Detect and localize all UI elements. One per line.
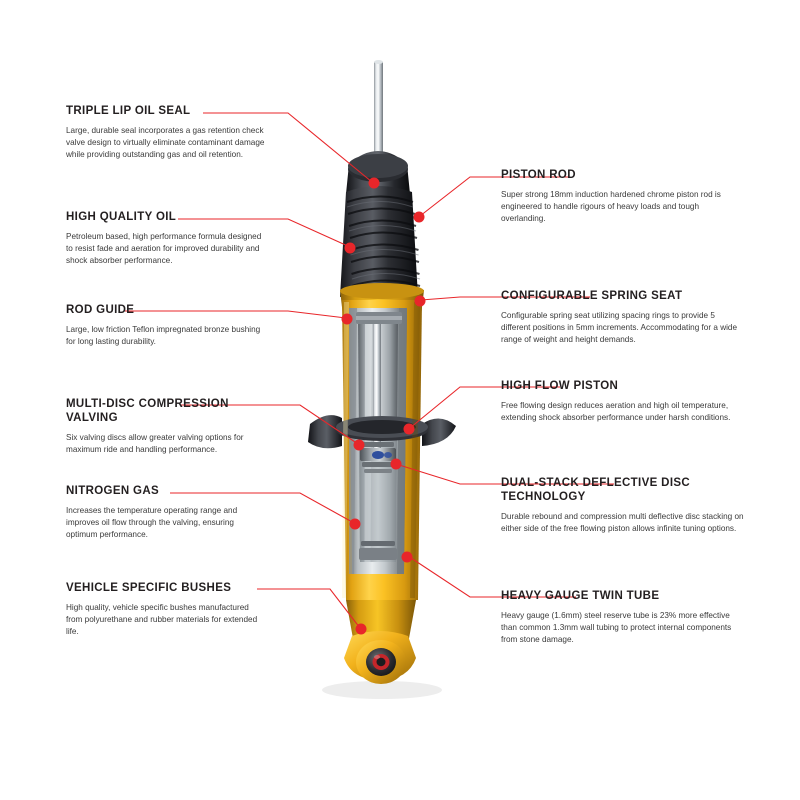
callout-title: NITROGEN GAS — [66, 485, 160, 497]
callout-body: High quality, vehicle specific bushes manufactured from polyurethane and rubber materials for extended life. — [66, 603, 258, 637]
callout-body: Increases the temperature operating range and improves oil flow through the valving, ensuring optimum performance. — [66, 506, 238, 540]
callout-nitrogen-gas — [66, 484, 266, 542]
callout-title: MULTI-DISC COMPRESSION VALVING — [66, 398, 229, 424]
dot-high-flow-piston — [404, 424, 415, 435]
callout-body: Petroleum based, high performance formula designed to resist fade and aeration for improved durability and shock absorber performance. — [66, 232, 262, 266]
callout-heavy-gauge-twin-tube — [501, 589, 744, 647]
callout-multi-disc-compression-valving — [66, 397, 266, 456]
dot-high-quality-oil — [345, 243, 356, 254]
callout-title: HIGH QUALITY OIL — [66, 211, 177, 223]
callout-configurable-spring-seat — [501, 289, 744, 347]
callout-body: Super strong 18mm induction hardened chrome piston rod is engineered to handle rigours of heavy loads and tough overlanding. — [501, 190, 721, 224]
dot-dual-stack — [391, 459, 402, 470]
callout-title: TRIPLE LIP OIL SEAL — [66, 105, 191, 117]
callout-body: Configurable spring seat utilizing spacing rings to provide 5 different positions in 5mm increments. Accommodating for a wide range of weight and height demands. — [501, 311, 738, 345]
callout-high-quality-oil — [66, 210, 266, 268]
dot-triple-lip-oil-seal — [369, 178, 380, 189]
callout-high-flow-piston — [501, 379, 744, 424]
callout-triple-lip-oil-seal — [66, 104, 266, 162]
callout-title: CONFIGURABLE SPRING SEAT — [501, 290, 683, 302]
callout-rod-guide — [66, 303, 266, 348]
dot-multi-disc — [354, 440, 365, 451]
callout-body: Free flowing design reduces aeration and high oil temperature, extending shock absorber performance under harsh conditions. — [501, 401, 731, 423]
callout-vehicle-specific-bushes — [66, 581, 266, 639]
dot-rod-guide — [342, 314, 353, 325]
callout-title: HEAVY GAUGE TWIN TUBE — [501, 590, 660, 602]
callout-body: Large, durable seal incorporates a gas retention check valve design to virtually eliminate contaminant damage while providing outstanding gas and oil retention. — [66, 126, 265, 160]
leader-vehicle-specific-bushes — [257, 589, 360, 628]
dot-heavy-gauge-twin-tube — [402, 552, 413, 563]
callout-body: Large, low friction Teflon impregnated bronze bushing for long lasting durability. — [66, 325, 261, 347]
callout-piston-rod — [501, 168, 744, 226]
callout-title: ROD GUIDE — [66, 304, 135, 316]
dot-vehicle-specific-bushes — [356, 624, 367, 635]
dot-configurable-spring-seat — [415, 296, 426, 307]
dot-piston-rod — [414, 212, 425, 223]
callout-body: Durable rebound and compression multi deflective disc stacking on either side of the free flowing piston allows infinite tuning options. — [501, 512, 744, 534]
callout-dual-stack-deflective-disc-technology — [501, 476, 744, 535]
callout-title: HIGH FLOW PISTON — [501, 380, 619, 392]
callout-title: DUAL-STACK DEFLECTIVE DISC TECHNOLOGY — [501, 477, 691, 503]
callout-title: VEHICLE SPECIFIC BUSHES — [66, 582, 232, 594]
callout-body: Six valving discs allow greater valving options for maximum ride and handling performance. — [66, 433, 244, 455]
callout-title: PISTON ROD — [501, 169, 576, 181]
callout-body: Heavy gauge (1.6mm) steel reserve tube is 23% more effective than common 1.3mm wall tubing to protect internal components from stone damage. — [501, 611, 732, 645]
dot-nitrogen-gas — [350, 519, 361, 530]
